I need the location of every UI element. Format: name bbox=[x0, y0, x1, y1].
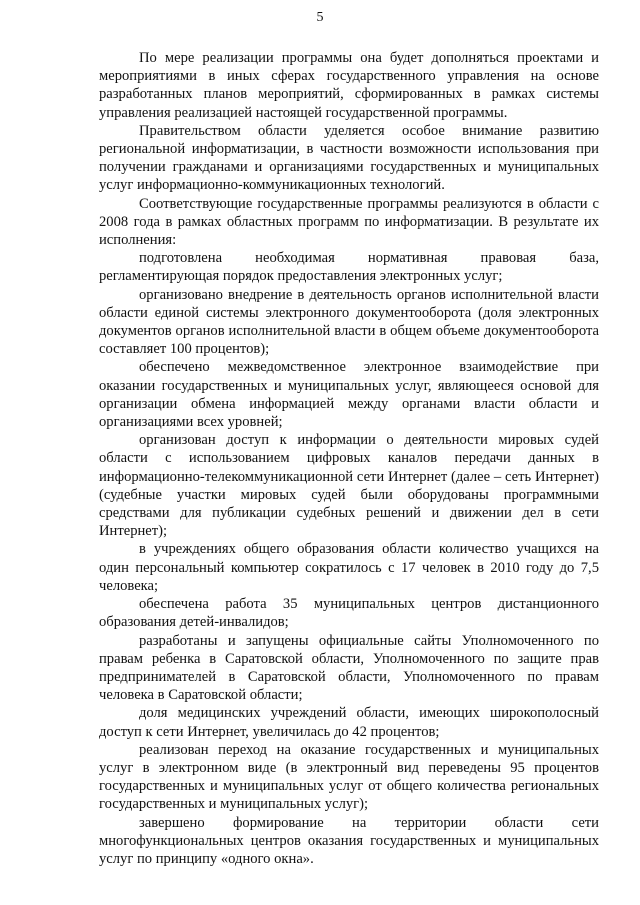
list-item: разработаны и запущены официальные сайты Уполномоченного по правам ребенка в Саратовской области, Уполномоченного по защите прав предпринимателей в Саратовской области, Уполномоченного по правам человека в Саратовской области; bbox=[99, 632, 599, 704]
paragraph: Соответствующие государственные программы реализуются в области с 2008 года в рамках областных программ по информатизации. В результате их исполнения: bbox=[99, 195, 599, 249]
list-item: организован доступ к информации о деятельности мировых судей области с использованием цифровых каналов передачи данных в информационно-телекоммуникационной сети Интернет (далее – сеть Интернет) (судебные участки мировых судей были оборудованы программными средствами для публикации судебных решений и движении дел в сети Интернет); bbox=[99, 432, 599, 540]
list-item: организовано внедрение в деятельность органов исполнительной власти области единой системы электронного документооборота (доля электронных документов органов исполнительной власти в общем объеме документооборота составляет 100 процентов); bbox=[99, 286, 599, 358]
list-item: завершено формирование на территории области сети многофункциональных центров оказания государственных и муниципальных услуг по принципу «одного окна». bbox=[99, 814, 599, 867]
list-item: реализован переход на оказание государственных и муниципальных услуг в электронном виде (в электронный вид переведены 95 процентов государственных и муниципальных услуг от общего количества региональных государственных и муниципальных услуг); bbox=[99, 741, 599, 813]
list-item: доля медицинских учреждений области, имеющих широкополосный доступ к сети Интернет, увеличилась до 42 процентов; bbox=[99, 705, 599, 740]
paragraph: Правительством области уделяется особое внимание развитию региональной информатизации, в частности возможности использования при получении гражданами и организациями государственных и муниципальных услуг информационно-коммуникационных технологий. bbox=[99, 122, 599, 194]
list-item: подготовлена необходимая нормативная правовая база, регламентирующая порядок предоставления электронных услуг; bbox=[99, 250, 599, 285]
list-item: обеспечена работа 35 муниципальных центров дистанционного образования детей-инвалидов; bbox=[99, 596, 599, 631]
document-body bbox=[99, 49, 599, 868]
page-number: 5 bbox=[316, 10, 324, 25]
paragraph: По мере реализации программы она будет дополняться проектами и мероприятиями в иных сферах государственного управления на основе разработанных планов мероприятий, сформированных в рамках системы управления реализацией настоящей государственной программы. bbox=[99, 50, 599, 121]
list-item: в учреждениях общего образования области количество учащихся на один персональный компьютер сократилось с 17 человек в 2010 году до 7,5 человека; bbox=[99, 541, 599, 594]
list-item: обеспечено межведомственное электронное взаимодействие при оказании государственных и муниципальных услуг, являющееся основой для организации обмена информацией между органами власти области и организациями всех уровней; bbox=[99, 359, 599, 431]
